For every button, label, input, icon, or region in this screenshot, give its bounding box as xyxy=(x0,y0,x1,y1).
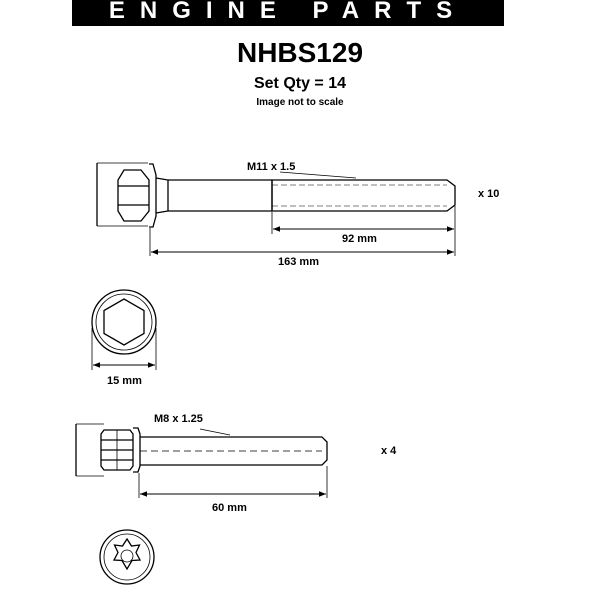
short-bolt-end-view xyxy=(100,530,154,584)
long-bolt-thread-label: M11 x 1.5 xyxy=(247,161,296,173)
long-bolt-end-view xyxy=(92,290,156,370)
short-bolt-thread-label: M8 x 1.25 xyxy=(154,413,203,425)
total-length-label: 163 mm xyxy=(278,256,319,268)
set-quantity: Set Qty = 14 xyxy=(253,75,347,92)
scale-note: Image not to scale xyxy=(256,97,344,108)
part-number-title: NHBS129 xyxy=(236,37,364,68)
thread-length-label: 92 mm xyxy=(342,233,377,245)
short-bolt-length-label: 60 mm xyxy=(212,502,247,514)
header-banner: ENGINE PARTS xyxy=(72,0,504,26)
head-width-label: 15 mm xyxy=(107,375,142,387)
short-bolt-side-view xyxy=(76,424,327,498)
long-bolt-quantity-label: x 10 xyxy=(478,188,500,200)
long-bolt-side-view xyxy=(97,163,455,256)
short-bolt-quantity-label: x 4 xyxy=(381,445,397,457)
